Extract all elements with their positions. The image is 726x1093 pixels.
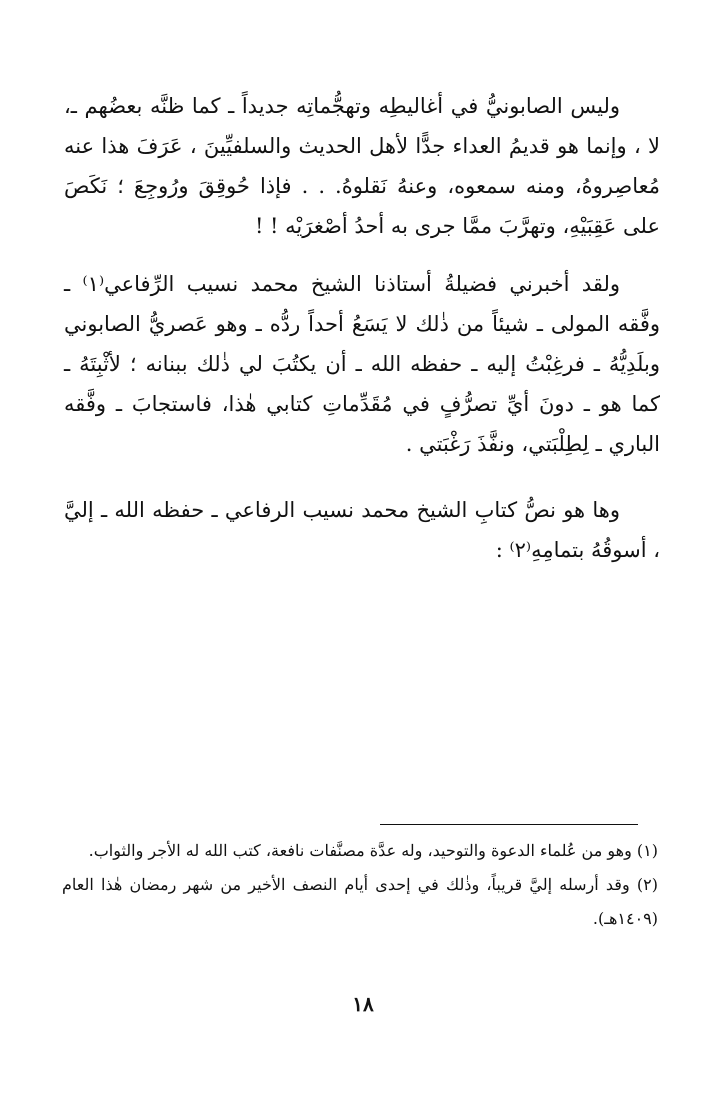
footnote-text: وقد أرسله إليَّ قريباً، وذٰلك في إحدى أيام النصف الأخير من شهر رمضان هٰذا العام (١٤٠٩هـ).: [62, 875, 658, 928]
paragraph-text: وليس الصابونيُّ في أغاليطِه وتهجُّماتِه جديداً ـ كما ظنَّه بعضُهم ـ، لا ، وإنما هو قديمُ العداء جدًّا لأهل الحديث والسلفيِّينَ ، عَرَفَ هذا عنه مُعاصِروهُ، ومنه سمعوه، وعنهُ نَقلوهُ. . . فإذا حُوقِقَ ورُوجِعَ ؛ نَكَصَ على عَقِبَيْهِ، وتهرَّبَ ممَّا جرى به أحدُ أصْغرَيْه ! !: [64, 94, 660, 238]
paragraph-2: [64, 264, 660, 464]
footnote-2: [62, 868, 658, 936]
footnote-1: [62, 834, 658, 868]
paragraph-3: [64, 490, 660, 570]
footnote-text: وهو من عُلماء الدعوة والتوحيد، وله عدَّة مصنَّفات نافعة، كتب الله له الأجر والثواب.: [88, 841, 632, 860]
paragraph-text: ولقد أخبرني فضيلةُ أستاذنا الشيخ محمد نسيب الرِّفاعي⁽١⁾ ـ وفَّقه المولى ـ شيئاً من ذٰلك لا يَسَعُ أحداً ردُّه ـ وهو عَصريُّ الصابوني وبلَدِيُّهُ ـ فرغِبْتُ إليه ـ حفظه الله ـ أن يكتُبَ لي ذٰلك ببنانه ؛ لأثْبِتَهُ ـ كما هو ـ دونَ أيِّ تصرُّفٍ في مُقَدِّماتِ كتابي هٰذا، فاستجابَ ـ وفَّقه الباري ـ لِطِلْبَتي، ونفَّذَ رَغْبَتي .: [64, 272, 660, 456]
paragraph-1: [64, 86, 660, 246]
page-number: ١٨: [352, 992, 374, 1016]
footnotes: [62, 834, 658, 936]
footnote-marker: (٢): [636, 875, 658, 894]
paragraph-text: وها هو نصُّ كتابِ الشيخ محمد نسيب الرفاعي ـ حفظه الله ـ إليَّ ، أسوقُهُ بتمامِهِ⁽٢⁾ :: [64, 498, 660, 562]
footnote-marker: (١): [636, 841, 658, 860]
footnote-separator: [380, 824, 638, 825]
